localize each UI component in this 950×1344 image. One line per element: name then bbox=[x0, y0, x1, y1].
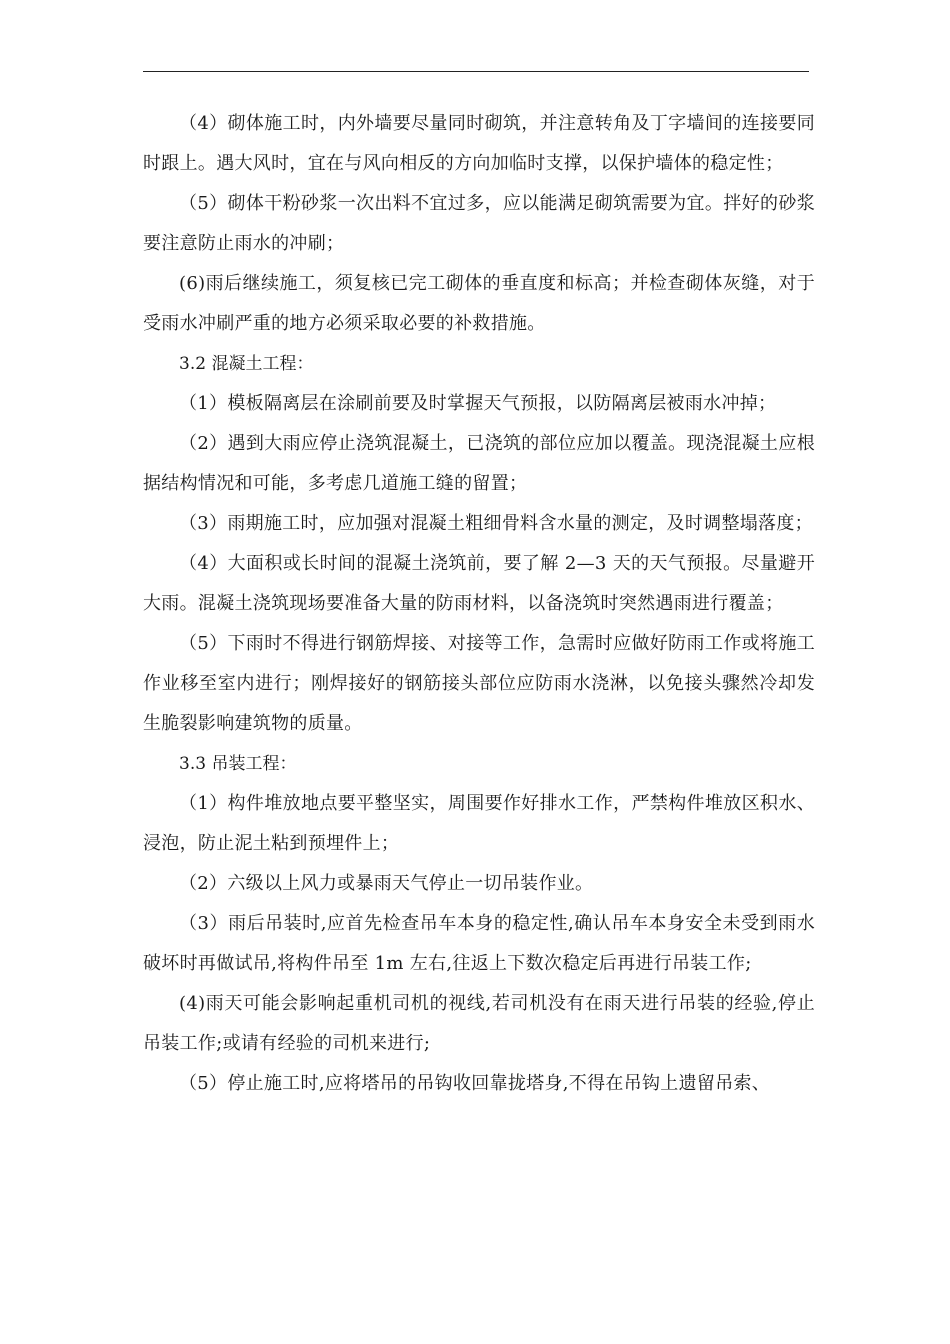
paragraph-lifting-3: （3）雨后吊装时,应首先检查吊车本身的稳定性,确认吊车本身安全未受到雨水破坏时再做试吊,将构件吊至 1m 左右,往返上下数次稳定后再进行吊装工作; bbox=[143, 913, 815, 974]
header-rule bbox=[143, 71, 809, 72]
section-heading-concrete: 3.2 混凝土工程： bbox=[179, 354, 314, 374]
paragraph-masonry-5: （5）砌体干粉砂浆一次出料不宜过多，应以能满足砌筑需要为宜。拌好的砂浆要注意防止雨水的冲刷； bbox=[143, 193, 815, 254]
paragraph-lifting-5: （5）停止施工时,应将塔吊的吊钩收回靠拢塔身,不得在吊钩上遗留吊索、 bbox=[179, 1073, 771, 1094]
paragraph-concrete-2: （2）遇到大雨应停止浇筑混凝土，已浇筑的部位应加以覆盖。现浇混凝土应根据结构情况和可能，多考虑几道施工缝的留置； bbox=[143, 433, 815, 494]
paragraph-lifting-4: (4)雨天可能会影响起重机司机的视线,若司机没有在雨天进行吊装的经验,停止吊装工作;或请有经验的司机来进行; bbox=[143, 993, 815, 1054]
document-body bbox=[143, 104, 815, 1104]
paragraph-concrete-3: （3）雨期施工时，应加强对混凝土粗细骨料含水量的测定，及时调整塌落度； bbox=[179, 513, 813, 534]
paragraph-lifting-2: （2）六级以上风力或暴雨天气停止一切吊装作业。 bbox=[179, 873, 594, 894]
paragraph-masonry-6: (6)雨后继续施工，须复核已完工砌体的垂直度和标高；并检查砌体灰缝，对于受雨水冲刷严重的地方必须采取必要的补救措施。 bbox=[143, 273, 815, 334]
paragraph-concrete-4: （4）大面积或长时间的混凝土浇筑前，要了解 2—3 天的天气预报。尽量避开大雨。混凝土浇筑现场要准备大量的防雨材料，以备浇筑时突然遇雨进行覆盖； bbox=[143, 553, 815, 614]
section-heading-lifting: 3.3 吊装工程： bbox=[179, 754, 297, 774]
paragraph-concrete-1: （1）模板隔离层在涂刷前要及时掌握天气预报，以防隔离层被雨水冲掉； bbox=[179, 393, 777, 414]
paragraph-concrete-5: （5）下雨时不得进行钢筋焊接、对接等工作，急需时应做好防雨工作或将施工作业移至室内进行；刚焊接好的钢筋接头部位应防雨水浇淋，以免接头骤然冷却发生脆裂影响建筑物的质量。 bbox=[143, 633, 815, 734]
paragraph-lifting-1: （1）构件堆放地点要平整坚实，周围要作好排水工作，严禁构件堆放区积水、浸泡，防止泥土粘到预埋件上； bbox=[143, 793, 815, 854]
paragraph-masonry-4: （4）砌体施工时，内外墙要尽量同时砌筑，并注意转角及丁字墙间的连接要同时跟上。遇大风时，宜在与风向相反的方向加临时支撑，以保护墙体的稳定性； bbox=[143, 113, 815, 174]
